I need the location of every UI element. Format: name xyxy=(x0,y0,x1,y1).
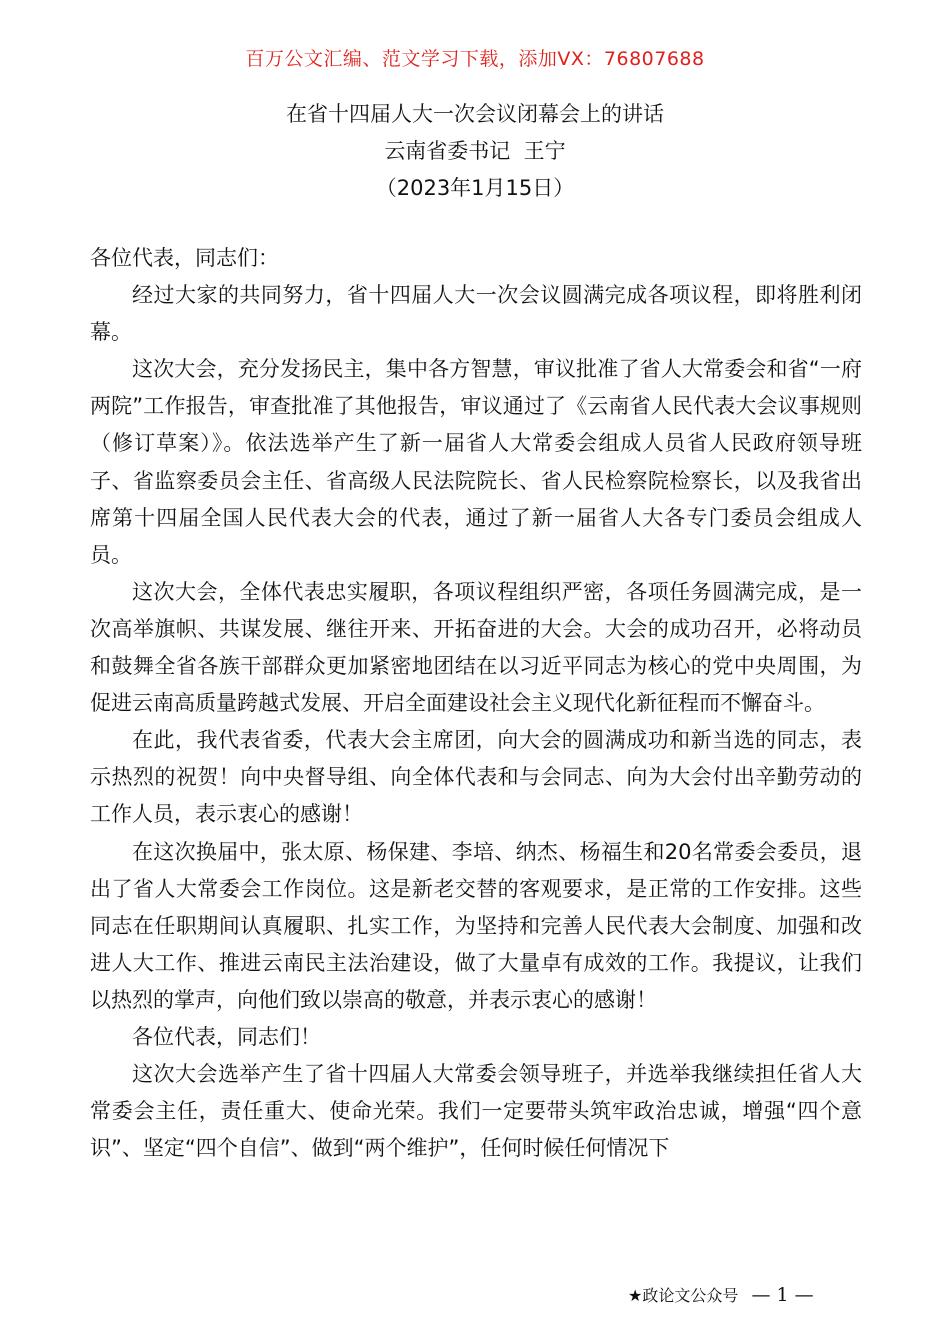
document-heading xyxy=(0,96,950,207)
paragraph: 这次大会选举产生了省十四届人大常委会领导班子，并选举我继续担任省人大常委会主任，责任重大、使命光荣。我们一定要带头筑牢政治忠诚，增强“四个意识”、坚定“四个自信”、做到“两个维护”，任何时候任何情况下 xyxy=(90,1062,862,1161)
paragraph: 经过大家的共同努力，省十四届人大一次会议圆满完成各项议程，即将胜利闭幕。 xyxy=(90,283,862,345)
document-author: 云南省委书记 王宁 xyxy=(384,139,566,163)
paragraph: 各位代表，同志们！ xyxy=(132,1024,321,1049)
promo-banner: 百万公文汇编、范文学习下载，添加VX：76807688 xyxy=(245,48,705,70)
paragraph: 这次大会，充分发扬民主，集中各方智慧，审议批准了省人大常委会和省“一府两院”工作报告，审查批准了其他报告，审议通过了《云南省人民代表大会议事规则（修订草案）》。依法选举产生了新一届省人大常委会组成人员省人民政府领导班子、省监察委员会主任、省高级人民法院院长、省人民检察院检察长，以及我省出席第十四届全国人民代表大会的代表，通过了新一届省人大各专门委员会组成人员。 xyxy=(90,357,862,567)
document-title: 在省十四届人大一次会议闭幕会上的讲话 xyxy=(286,102,664,126)
page-number: — 1 — xyxy=(751,1284,814,1306)
paragraph: 在这次换届中，张太原、杨保建、李培、纳杰、杨福生和20名常委会委员，退出了省人大常委会工作岗位。这是新老交替的客观要求，是正常的工作安排。这些同志在任职期间认真履职、扎实工作，为坚持和完善人民代表大会制度、加强和改进人大工作、推进云南民主法治建设，做了大量卓有成效的工作。我提议，让我们以热烈的掌声，向他们致以崇高的敬意，并表示衷心的感谢！ xyxy=(90,839,862,1012)
salutation: 各位代表，同志们： xyxy=(90,246,279,270)
document-date: （2023年1月15日） xyxy=(375,176,575,200)
page-footer xyxy=(628,1282,814,1309)
paragraph: 这次大会，全体代表忠实履职，各项议程组织严密，各项任务圆满完成，是一次高举旗帜、共谋发展、继往开来、开拓奋进的大会。大会的成功召开，必将动员和鼓舞全省各族干部群众更加紧密地团结在以习近平同志为核心的党中央周围，为促进云南高质量跨越式发展、开启全面建设社会主义现代化新征程而不懈奋斗。 xyxy=(90,579,862,716)
document-body xyxy=(90,240,862,1167)
paragraph: 在此，我代表省委，代表大会主席团，向大会的圆满成功和新当选的同志，表示热烈的祝贺！向中央督导组、向全体代表和与会同志、向为大会付出辛勤劳动的工作人员，表示衷心的感谢！ xyxy=(90,728,862,827)
footer-label: ★政论文公众号 xyxy=(628,1286,739,1305)
